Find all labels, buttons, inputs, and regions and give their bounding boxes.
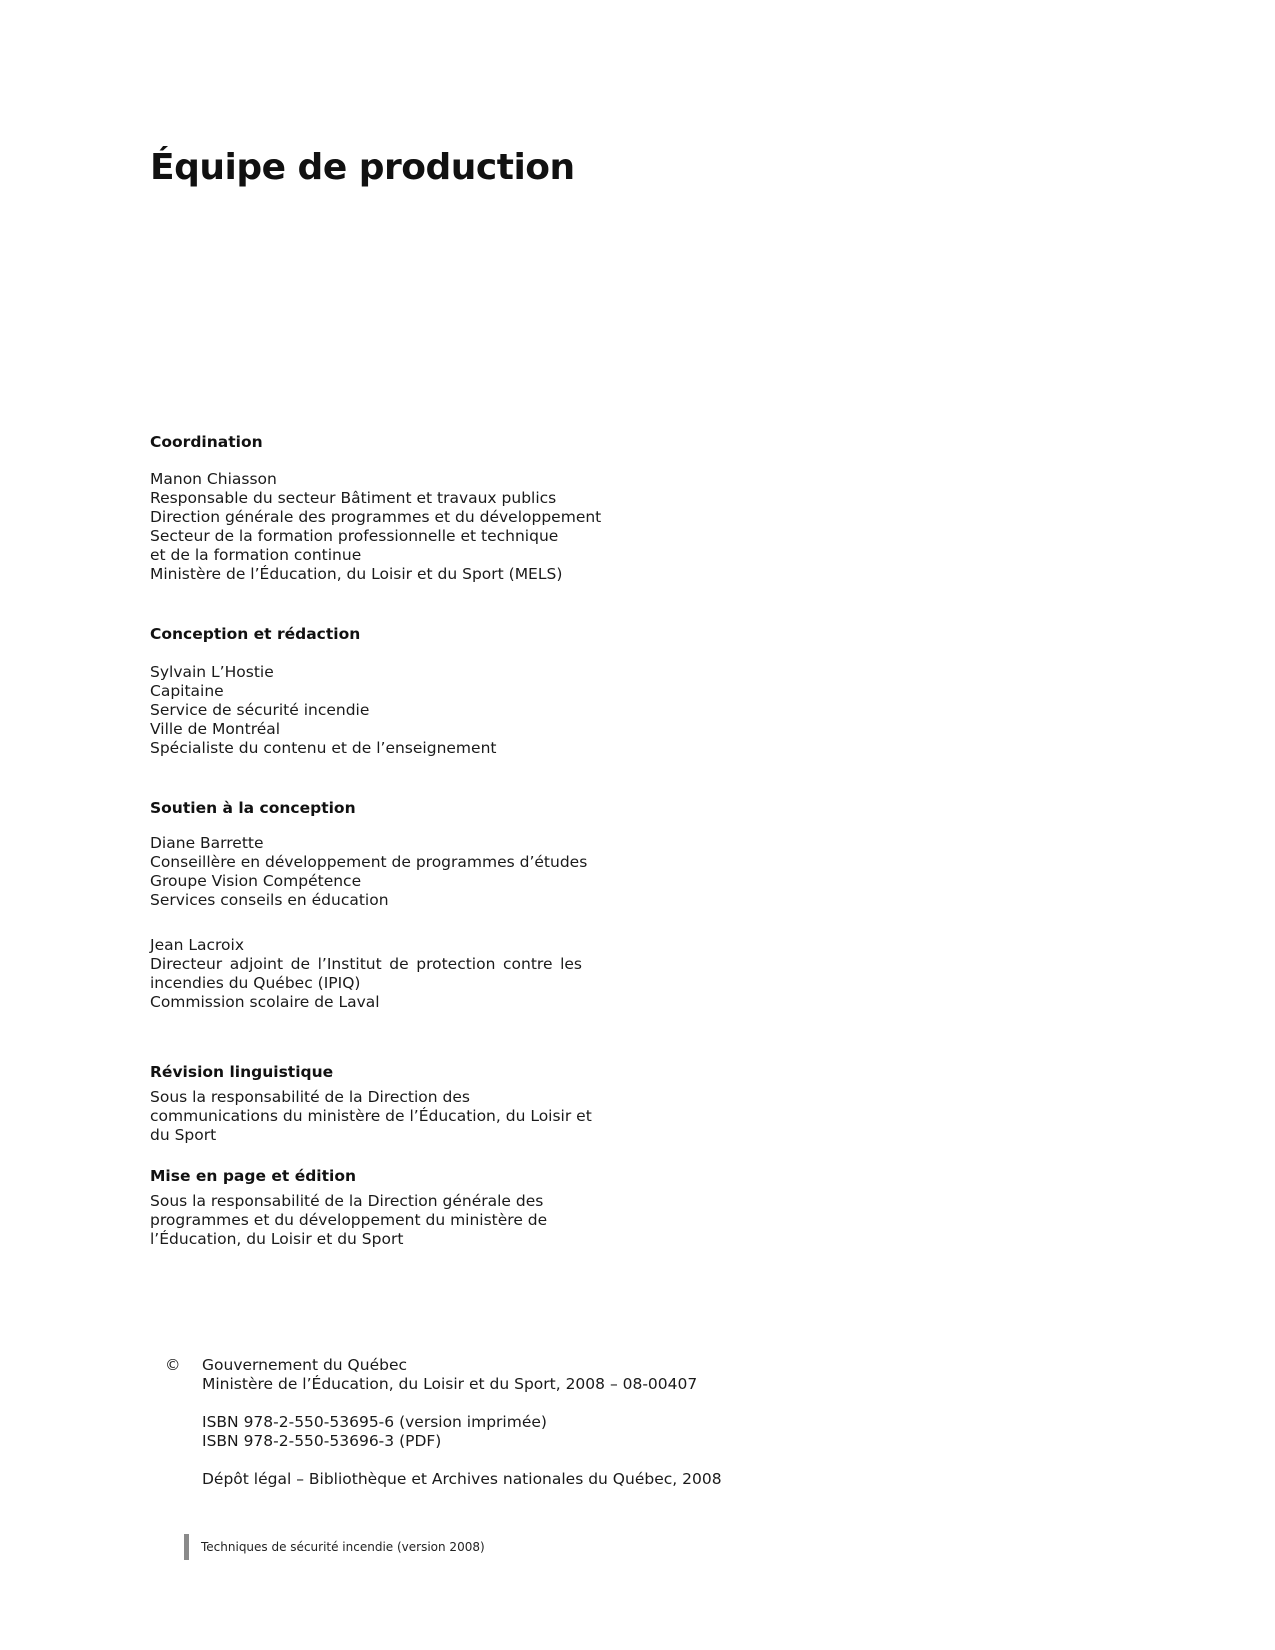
- copyright-line: Gouvernement du Québec: [202, 1356, 407, 1374]
- contact-line: Direction générale des programmes et du développement: [150, 508, 602, 526]
- section-body: [150, 1088, 590, 1145]
- legal-deposit: [202, 1470, 722, 1489]
- section-mise-en-page: [150, 1166, 590, 1249]
- contact-line: Groupe Vision Compétence: [150, 872, 362, 890]
- text-line: communications du ministère de l’Éducation, du Loisir et: [150, 1107, 592, 1125]
- copyright-symbol: ©: [165, 1356, 181, 1374]
- section-body: [150, 663, 590, 758]
- isbn-block: [202, 1413, 547, 1451]
- contact-line: Ville de Montréal: [150, 720, 281, 738]
- contact-line: Commission scolaire de Laval: [150, 993, 380, 1011]
- legal-deposit-text: Dépôt légal – Bibliothèque et Archives nationales du Québec, 2008: [202, 1470, 722, 1488]
- contact-line: Spécialiste du contenu et de l’enseignement: [150, 739, 497, 757]
- contact-line: Services conseils en éducation: [150, 891, 389, 909]
- copyright-line: Ministère de l’Éducation, du Loisir et du Sport, 2008 – 08-00407: [202, 1375, 698, 1393]
- section-body: [150, 1192, 590, 1249]
- contact-line: Capitaine: [150, 682, 224, 700]
- contact-line: Secteur de la formation professionnelle et technique: [150, 527, 559, 545]
- contact-name: Jean Lacroix: [150, 936, 245, 954]
- contact-name: Manon Chiasson: [150, 470, 277, 488]
- contact-name: Diane Barrette: [150, 834, 264, 852]
- section-body: [150, 470, 602, 584]
- section-heading: Révision linguistique: [150, 1063, 334, 1081]
- section-conception: [150, 624, 590, 758]
- text-line: Sous la responsabilité de la Direction générale des: [150, 1192, 544, 1210]
- contact-line: Responsable du secteur Bâtiment et travaux publics: [150, 489, 557, 507]
- contact-line: et de la formation continue: [150, 546, 362, 564]
- text-line: Sous la responsabilité de la Direction des: [150, 1088, 470, 1106]
- contact-name: Sylvain L’Hostie: [150, 663, 274, 681]
- section-body-person2: [150, 936, 590, 1012]
- contact-line: Ministère de l’Éducation, du Loisir et du Sport (MELS): [150, 565, 563, 583]
- footer-text: Techniques de sécurité incendie (version 2008): [201, 1540, 485, 1554]
- footer-bar: [184, 1534, 189, 1560]
- section-heading: Conception et rédaction: [150, 625, 361, 643]
- section-revision: [150, 1062, 590, 1145]
- section-soutien: [150, 798, 590, 1012]
- text-line: l’Éducation, du Loisir et du Sport: [150, 1230, 404, 1248]
- text-line: du Sport: [150, 1126, 217, 1144]
- contact-line: Service de sécurité incendie: [150, 701, 370, 719]
- isbn-pdf: ISBN 978-2-550-53696-3 (PDF): [202, 1432, 442, 1450]
- section-heading: Mise en page et édition: [150, 1167, 357, 1185]
- copyright-publisher: [202, 1356, 697, 1394]
- page-title: Équipe de production: [150, 147, 575, 188]
- section-coordination: [150, 432, 602, 584]
- contact-line: Conseillère en développement de programmes d’études: [150, 853, 588, 871]
- contact-role: Directeur adjoint de l’Institut de protection contre les incendies du Québec (IPIQ): [150, 955, 582, 992]
- text-line: programmes et du développement du ministère de: [150, 1211, 548, 1229]
- section-heading: Coordination: [150, 433, 263, 451]
- section-body-person1: [150, 834, 590, 910]
- section-heading: Soutien à la conception: [150, 799, 356, 817]
- isbn-print: ISBN 978-2-550-53695-6 (version imprimée): [202, 1413, 547, 1431]
